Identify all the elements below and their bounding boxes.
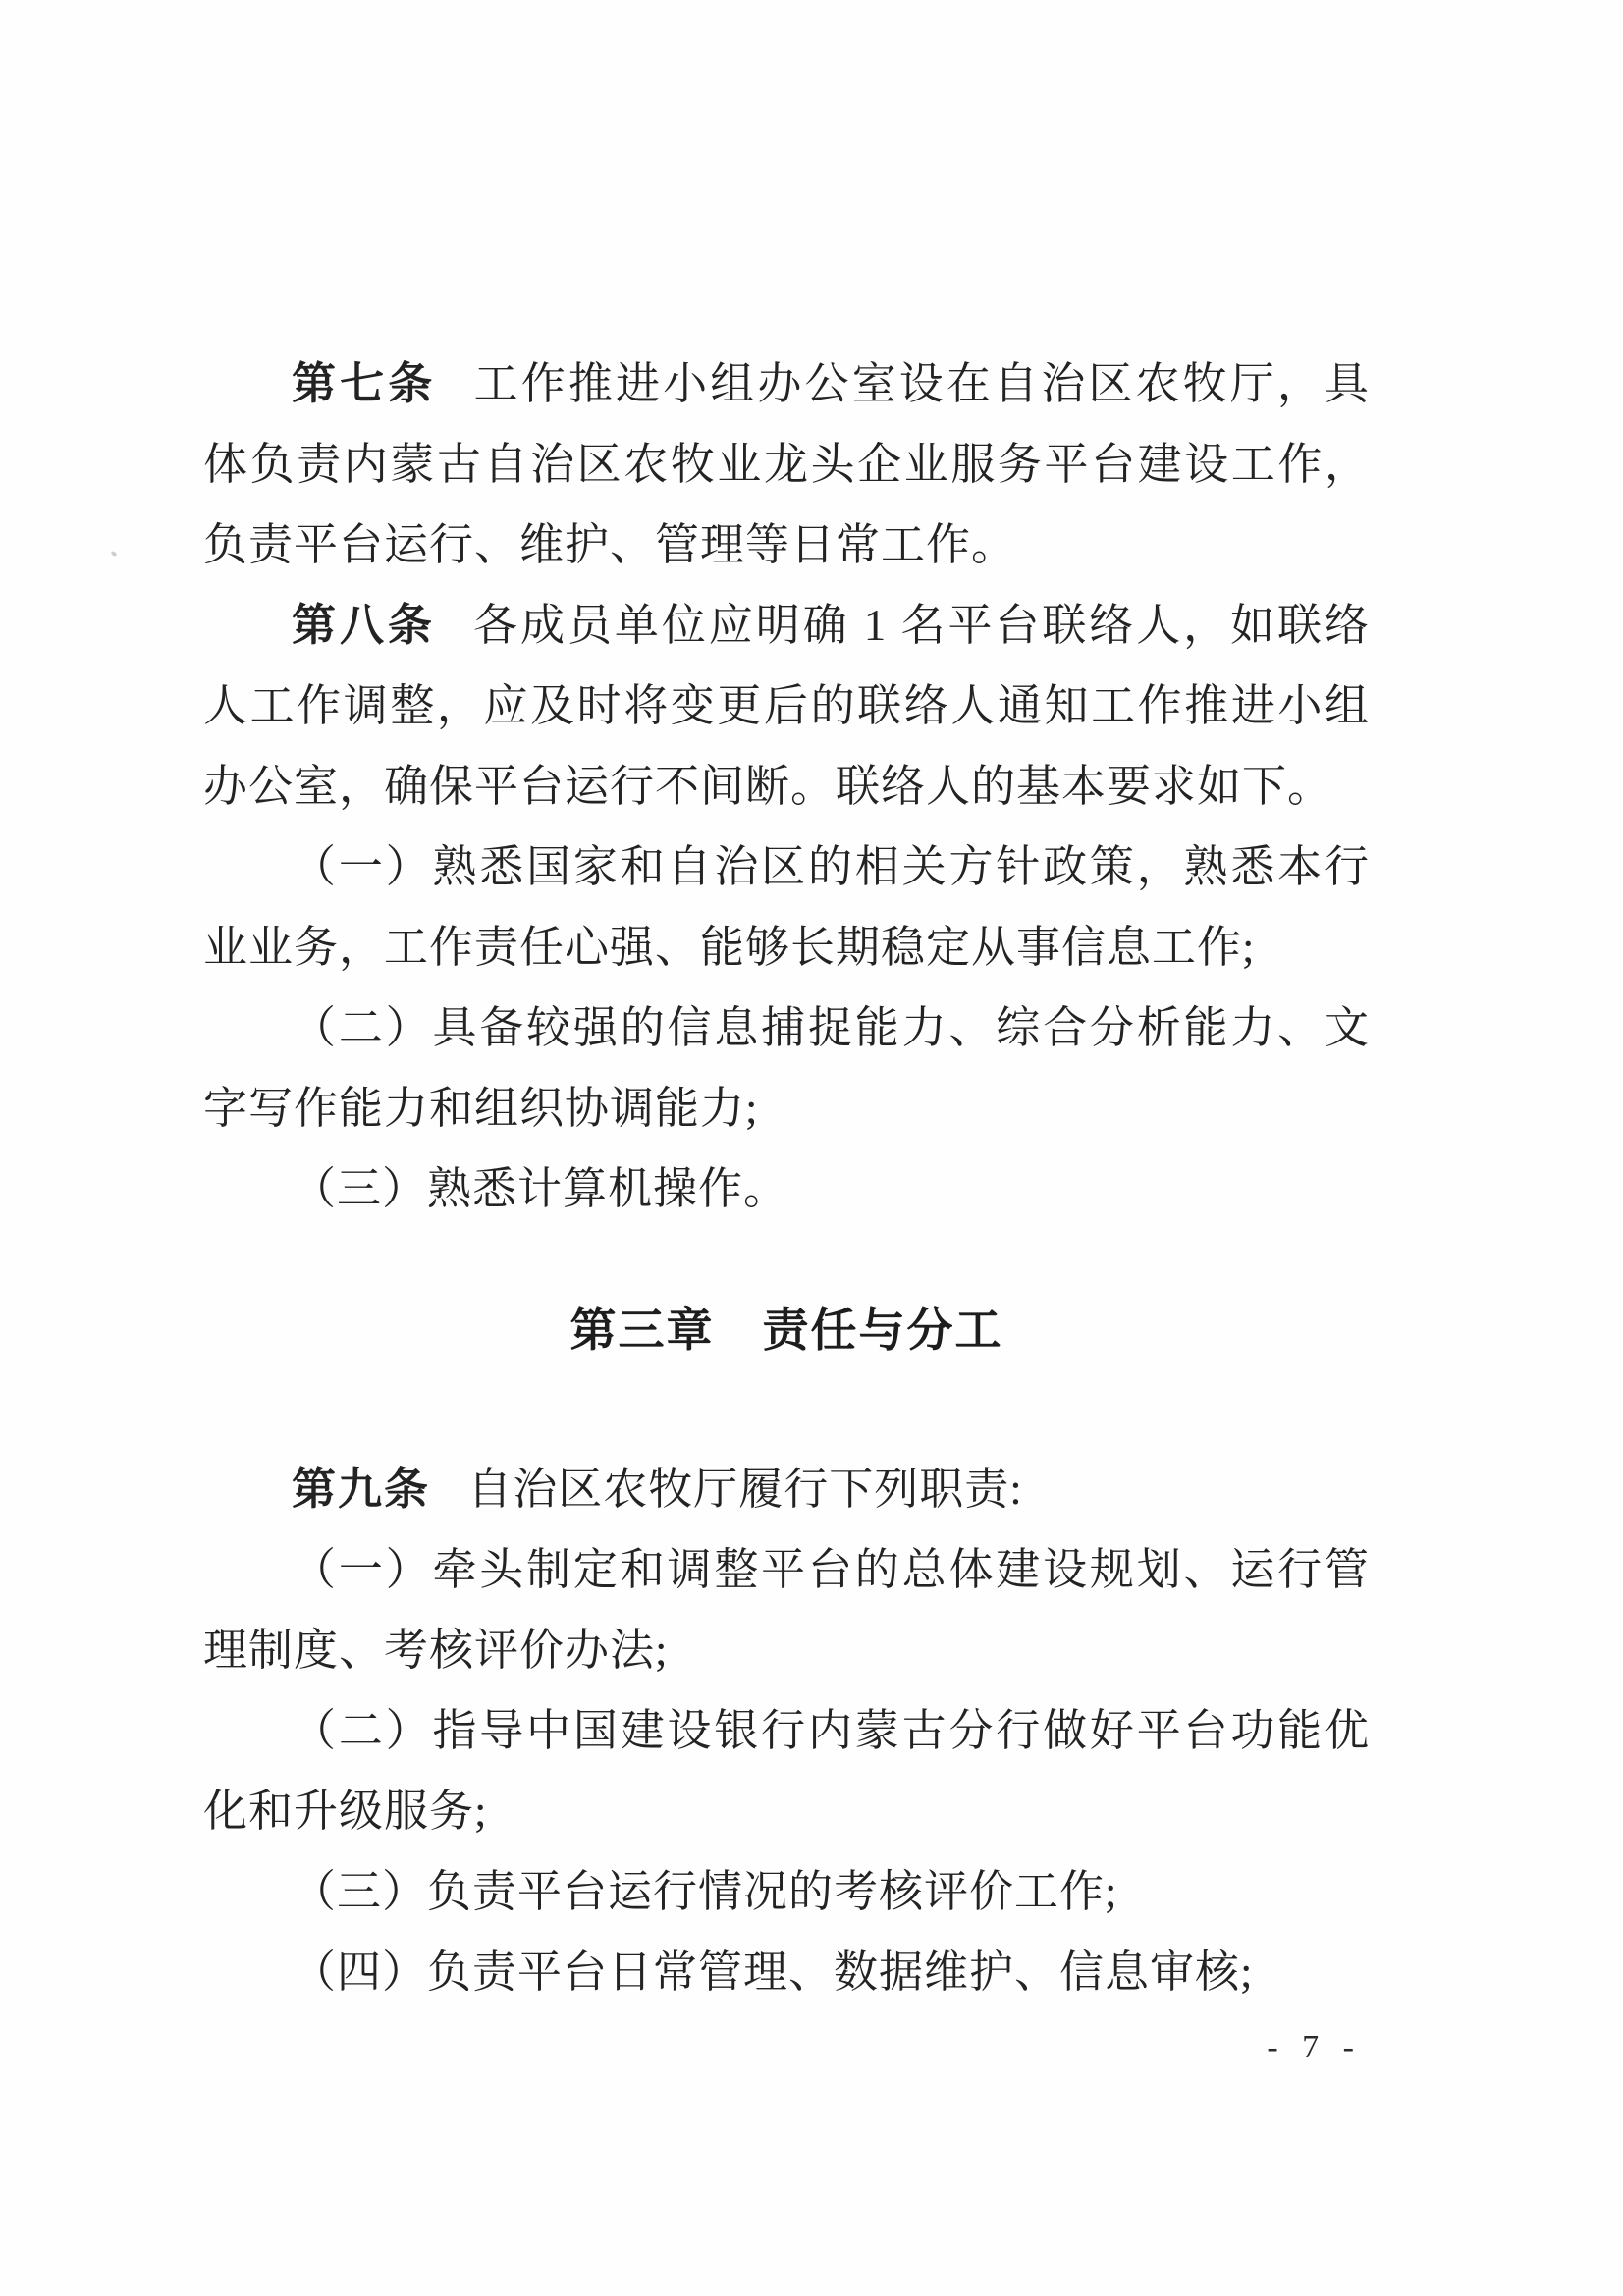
paragraph-item-3	[203, 1148, 1370, 1229]
duty-3-text: （三）负责平台运行情况的考核评价工作;	[292, 1867, 1118, 1916]
item-2-text: （二）具备较强的信息捕捉能力、综合分析能力、文字写作能力和组织协调能力;	[203, 1003, 1370, 1133]
paragraph-duty-3	[203, 1851, 1370, 1932]
item-3-text: （三）熟悉计算机操作。	[292, 1164, 789, 1213]
duty-4-text: （四）负责平台日常管理、数据维护、信息审核;	[292, 1948, 1254, 1997]
document-content	[203, 0, 1370, 2067]
duty-2-text: （二）指导中国建设银行内蒙古分行做好平台功能优化和升级服务;	[203, 1706, 1370, 1836]
paragraph-article-7	[203, 344, 1370, 585]
paragraph-item-2	[203, 988, 1370, 1148]
duty-1-text: （一）牵头制定和调整平台的总体建设规划、运行管理制度、考核评价办法;	[203, 1545, 1370, 1675]
paragraph-article-8	[203, 585, 1370, 827]
item-1-text: （一）熟悉国家和自治区的相关方针政策，熟悉本行业业务，工作责任心强、能够长期稳定从事信息工作;	[203, 842, 1370, 972]
article-7-text: 工作推进小组办公室设在自治区农牧厅，具体负责内蒙古自治区农牧业龙头企业服务平台建设工作，负责平台运行、维护、管理等日常工作。	[203, 359, 1370, 569]
paragraph-item-1	[203, 827, 1370, 988]
article-8-text: 各成员单位应明确 1 名平台联络人，如联络人工作调整，应及时将变更后的联络人通知工作推进小组办公室，确保平台运行不间断。联络人的基本要求如下。	[203, 601, 1370, 811]
article-7-lead: 第七条	[292, 359, 437, 408]
paragraph-duty-1	[203, 1529, 1370, 1690]
paragraph-duty-4	[203, 1932, 1370, 2012]
paragraph-duty-2	[203, 1690, 1370, 1851]
article-8-lead: 第八条	[292, 601, 436, 650]
article-9-text: 自治区农牧厅履行下列职责:	[467, 1465, 1023, 1514]
article-9-lead: 第九条	[292, 1465, 431, 1514]
scan-artifact-dot	[110, 551, 117, 558]
chapter-heading: 第三章 责任与分工	[569, 1304, 1003, 1356]
page-number: - 7 -	[1267, 2029, 1362, 2065]
paragraph-article-9	[203, 1449, 1370, 1529]
